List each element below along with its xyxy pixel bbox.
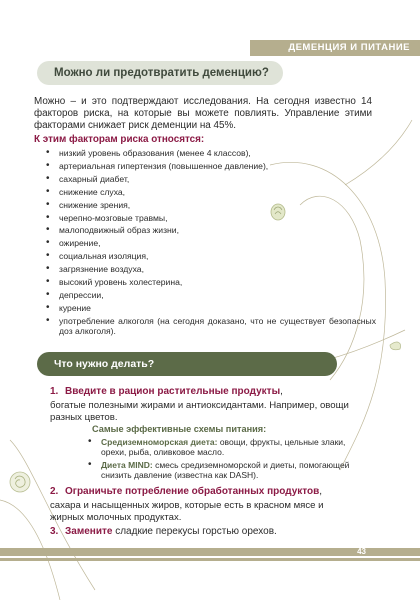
- step-title-text: Ограничьте потребление обработанных продуктов: [65, 486, 320, 497]
- list-item: • снижение зрения,: [46, 199, 376, 212]
- list-item: [88, 437, 356, 458]
- diet-text: овощи, фрукты, цельные злаки, орехи, рыба, оливковое масло.: [101, 437, 346, 458]
- step-title-text: Введите в рацион растительные продукты: [65, 386, 281, 397]
- list-item: • социальная изоляция,: [46, 250, 376, 263]
- list-item: • курение: [46, 302, 376, 315]
- list-item: • сахарный диабет,: [46, 173, 376, 186]
- step-number: 3.: [50, 526, 59, 537]
- section-title: ДЕМЕНЦИЯ И ПИТАНИЕ: [288, 42, 410, 53]
- footer-line: [0, 558, 420, 561]
- diet-text: смесь средиземноморской и диеты, помогающей снизить давление (известна как DASH).: [101, 459, 350, 481]
- step-2-title: [50, 486, 322, 497]
- list-item: • высокий уровень холестерина,: [46, 276, 376, 289]
- action-heading: Что нужно делать?: [37, 352, 337, 376]
- rose-icon: [10, 472, 30, 492]
- step-title-tail: ,: [280, 386, 283, 397]
- leaf-sprig-icon: [390, 342, 401, 350]
- list-item: • снижение слуха,: [46, 186, 376, 199]
- list-item: • артериальная гипертензия (повышенное давление),: [46, 160, 376, 173]
- step-1-title: [50, 386, 283, 397]
- list-item: • депрессии,: [46, 289, 376, 302]
- diet-schemes-title: Самые эффективные схемы питания:: [92, 424, 267, 434]
- page-number: 43: [357, 547, 366, 556]
- risk-factors-list: [46, 147, 376, 337]
- step-1-text: богатые полезными жирами и антиоксидантами. Например, овощи разных цветов.: [50, 400, 349, 423]
- list-item: • черепно-мозговые травмы,: [46, 212, 376, 225]
- step-title-tail: ,: [319, 486, 323, 497]
- diet-name: Диета MIND:: [101, 459, 153, 470]
- list-item: • употребление алкоголя (на сегодня доказано, что не существует безопасных доз алкоголя).: [46, 316, 376, 337]
- step-3-title: [50, 526, 277, 537]
- diet-list: [88, 437, 356, 483]
- list-item: • малоподвижный образ жизни,: [46, 224, 376, 237]
- list-item: • ожирение,: [46, 237, 376, 250]
- step-title-tail: сладкие перекусы горстью орехов.: [112, 526, 277, 537]
- step-number: 1.: [50, 386, 59, 397]
- list-item: • низкий уровень образования (менее 4 классов),: [46, 147, 376, 160]
- list-item: [88, 460, 356, 481]
- intro-paragraph: Можно – и это подтверждают исследования. На сегодня известно 14 факторов риска, на которые вы можете повлиять. Управление этими факторами снижает риск деменции на 45%.: [34, 96, 372, 132]
- step-title-text: Замените: [65, 526, 113, 537]
- step-number: 2.: [50, 486, 59, 497]
- question-heading: Можно ли предотвратить деменцию?: [37, 61, 283, 85]
- diet-name: Средиземноморская диета:: [101, 437, 218, 447]
- list-item: • загрязнение воздуха,: [46, 263, 376, 276]
- step-2-text: сахара и насыщенных жиров, которые есть в красном мясе и жирных молочных продуктах.: [50, 500, 324, 523]
- risk-factors-title: К этим факторам риска относятся:: [34, 134, 205, 145]
